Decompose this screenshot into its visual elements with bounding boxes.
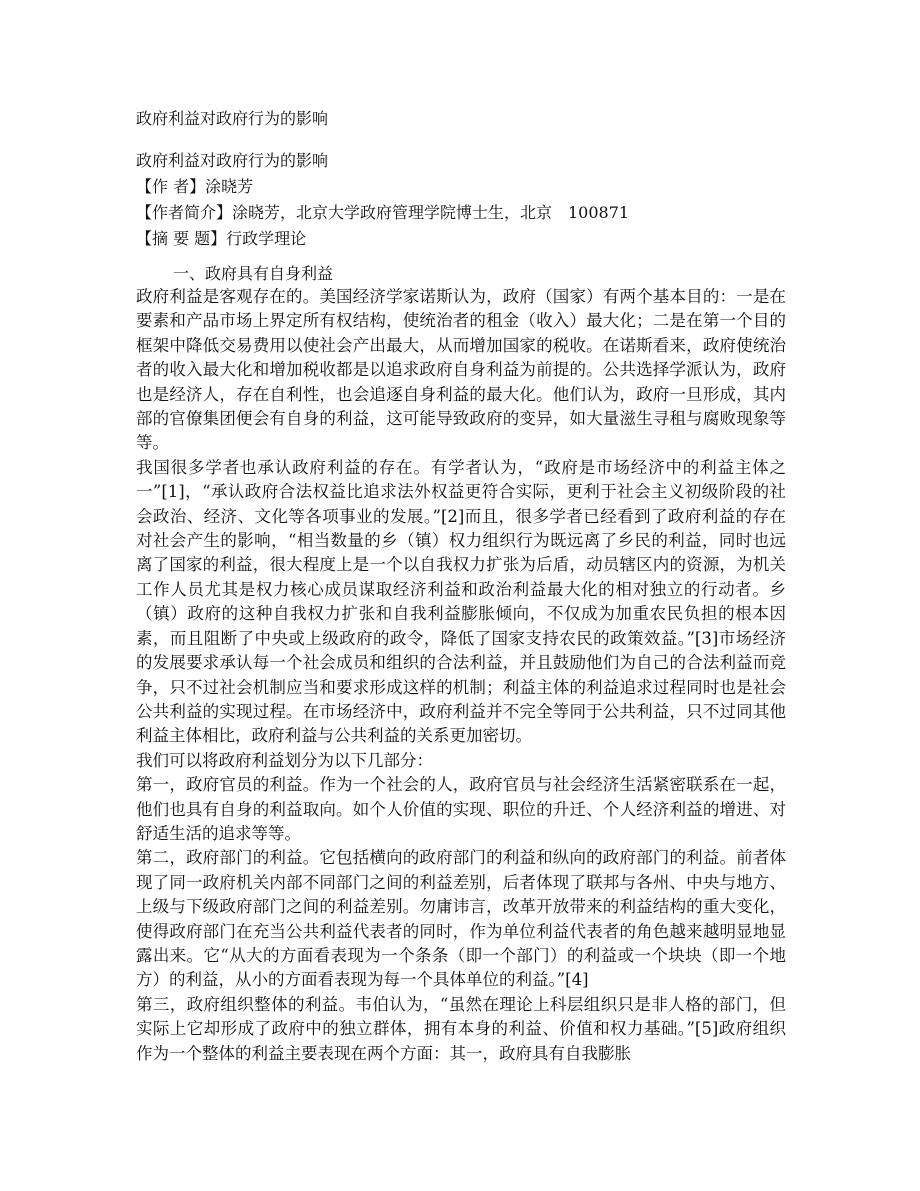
subject-line: 【摘 要 题】行政学理论	[136, 229, 307, 248]
paragraph: 第一，政府官员的利益。作为一个社会的人，政府官员与社会经济生活紧密联系在一起，他们也具有自身的利益取向。如个人价值的实现、职位的升迁、个人经济利益的增进、对舒适生活的追求等等。	[136, 775, 786, 843]
article-meta	[136, 148, 629, 252]
paragraph: 我们可以将政府利益划分为以下几部分：	[136, 750, 433, 770]
article-subtitle: 政府利益对政府行为的影响	[136, 151, 329, 170]
body-text	[136, 285, 786, 1066]
author-bio-line: 【作者简介】涂晓芳，北京大学政府管理学院博士生，北京 100871	[136, 203, 630, 222]
section-heading: 一、政府具有自身利益	[173, 264, 334, 283]
paragraph: 我国很多学者也承认政府利益的存在。有学者认为，“政府是市场经济中的利益主体之一”[1]，“承认政府合法权益比追求法外权益更符合实际，更利于社会主义初级阶段的社会政治、经济、文化等各项事业的发展。”[2]而且，很多学者已经看到了政府利益的存在对社会产生的影响，“相当数量的乡（镇）权力组织行为既远离了乡民的利益，同时也远离了国家的利益，很大程度上是一个以自我权力扩张为后盾，动员辖区内的资源，为机关工作人员尤其是权力核心成员谋取经济利益和政治利益最大化的相对独立的行动者。乡（镇）政府的这种自我权力扩张和自我利益膨胀倾向，不仅成为加重农民负担的根本因素，而且阻断了中央或上级政府的政令，降低了国家支持农民的政策效益。”[3]市场经济的发展要求承认每一个社会成员和组织的合法利益，并且鼓励他们为自己的合法利益而竞争，只不过社会机制应当和要求形成这样的机制；利益主体的利益追求过程同时也是社会公共利益的实现过程。在市场经济中，政府利益并不完全等同于公共利益，只不过同其他利益主体相比，政府利益与公共利益的关系更加密切。	[136, 457, 786, 746]
document-title: 政府利益对政府行为的影响	[136, 109, 329, 128]
paragraph: 第二，政府部门的利益。它包括横向的政府部门的利益和纵向的政府部门的利益。前者体现了同一政府机关内部不同部门之间的利益差别，后者体现了联邦与各州、中央与地方、上级与下级政府部门之间的利益差别。勿庸讳言，改革开放带来的利益结构的重大变化，使得政府部门在充当公共利益代表者的同时，作为单位利益代表者的角色越来越明显地显露出来。它“从大的方面看表现为一个条条（即一个部门）的利益或一个块块（即一个地方）的利益，从小的方面看表现为每一个具体单位的利益。”[4]	[136, 848, 786, 990]
paragraph: 第三，政府组织整体的利益。韦伯认为，“虽然在理论上科层组织只是非人格的部门，但实际上它却形成了政府中的独立群体，拥有本身的利益、价值和权力基础。”[5]政府组织作为一个整体的利益主要表现在两个方面：其一，政府具有自我膨胀	[136, 994, 786, 1063]
paragraph: 政府利益是客观存在的。美国经济学家诺斯认为，政府（国家）有两个基本目的：一是在要素和产品市场上界定所有权结构，使统治者的租金（收入）最大化；二是在第一个目的框架中降低交易费用以使社会产出最大，从而增加国家的税收。在诺斯看来，政府使统治者的收入最大化和增加税收都是以追求政府自身利益为前提的。公共选择学派认为，政府也是经济人，存在自利性，也会追逐自身利益的最大化。他们认为，政府一旦形成，其内部的官僚集团便会有自身的利益，这可能导致政府的变异，如大量滋生寻租与腐败现象等等。	[136, 287, 786, 453]
author-line: 【作 者】涂晓芳	[136, 177, 254, 196]
